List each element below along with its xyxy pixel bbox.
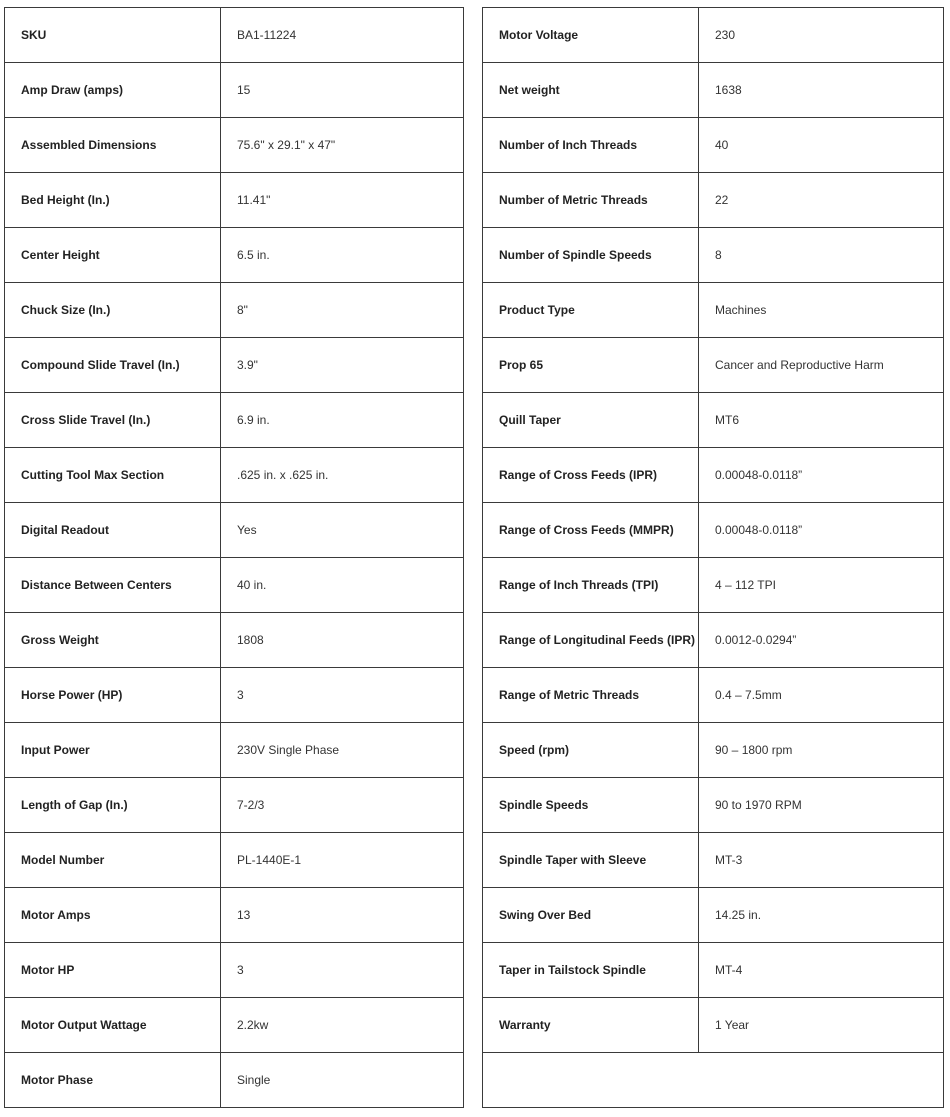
spec-label: Spindle Speeds [483, 778, 699, 833]
spec-label: Assembled Dimensions [5, 118, 221, 173]
spec-value: Cancer and Reproductive Harm [699, 338, 944, 393]
spec-value: 6.5 in. [221, 228, 464, 283]
table-row [5, 228, 464, 283]
spec-value: 90 – 1800 rpm [699, 723, 944, 778]
spec-value: Single [221, 1053, 464, 1108]
spec-label: Quill Taper [483, 393, 699, 448]
spec-value: Machines [699, 283, 944, 338]
spec-label: Center Height [5, 228, 221, 283]
spec-value: 14.25 in. [699, 888, 944, 943]
spec-value: 40 [699, 118, 944, 173]
spec-label: Range of Cross Feeds (MMPR) [483, 503, 699, 558]
table-row [483, 173, 944, 228]
table-row [5, 173, 464, 228]
table-row [5, 338, 464, 393]
table-row [483, 228, 944, 283]
spec-label: Motor Voltage [483, 8, 699, 63]
spec-value: 1638 [699, 63, 944, 118]
spec-value: 6.9 in. [221, 393, 464, 448]
spec-label: SKU [5, 8, 221, 63]
spec-value: PL-1440E-1 [221, 833, 464, 888]
table-row [483, 833, 944, 888]
spec-value: MT6 [699, 393, 944, 448]
table-row [5, 668, 464, 723]
spec-label: Warranty [483, 998, 699, 1053]
spec-label: Swing Over Bed [483, 888, 699, 943]
table-row-empty [483, 1053, 944, 1108]
spec-value: 4 – 112 TPI [699, 558, 944, 613]
spec-value: 3 [221, 668, 464, 723]
spec-label: Horse Power (HP) [5, 668, 221, 723]
spec-label: Number of Metric Threads [483, 173, 699, 228]
spec-label: Range of Metric Threads [483, 668, 699, 723]
spec-table-left-body [5, 8, 464, 1108]
spec-value: 11.41" [221, 173, 464, 228]
spec-value: 8" [221, 283, 464, 338]
table-row [483, 723, 944, 778]
table-row [5, 888, 464, 943]
spec-label: Number of Inch Threads [483, 118, 699, 173]
table-row [483, 448, 944, 503]
spec-label: Motor HP [5, 943, 221, 998]
spec-value: 13 [221, 888, 464, 943]
spec-value: 40 in. [221, 558, 464, 613]
table-row [483, 998, 944, 1053]
spec-label: Amp Draw (amps) [5, 63, 221, 118]
spec-label: Chuck Size (In.) [5, 283, 221, 338]
spec-label: Bed Height (In.) [5, 173, 221, 228]
table-row [5, 63, 464, 118]
spec-value: 230V Single Phase [221, 723, 464, 778]
spec-label: Product Type [483, 283, 699, 338]
spec-table-right [482, 7, 944, 1108]
table-row [483, 118, 944, 173]
spec-label: Length of Gap (In.) [5, 778, 221, 833]
table-row [5, 998, 464, 1053]
table-row [483, 393, 944, 448]
spec-value: 0.00048-0.0118” [699, 503, 944, 558]
spec-value: BA1-11224 [221, 8, 464, 63]
spec-label: Range of Longitudinal Feeds (IPR) [483, 613, 699, 668]
table-row [5, 943, 464, 998]
table-row [483, 778, 944, 833]
spec-value: 0.00048-0.0118” [699, 448, 944, 503]
table-row [483, 283, 944, 338]
table-row [483, 668, 944, 723]
spec-label: Distance Between Centers [5, 558, 221, 613]
table-row [5, 393, 464, 448]
spec-label: Range of Inch Threads (TPI) [483, 558, 699, 613]
spec-label: Range of Cross Feeds (IPR) [483, 448, 699, 503]
spec-table-left [4, 7, 464, 1108]
table-row [5, 833, 464, 888]
spec-label: Cross Slide Travel (In.) [5, 393, 221, 448]
table-row [5, 723, 464, 778]
table-row [483, 943, 944, 998]
spec-value: 2.2kw [221, 998, 464, 1053]
table-row [5, 613, 464, 668]
spec-value: 75.6" x 29.1" x 47" [221, 118, 464, 173]
spec-value: 1808 [221, 613, 464, 668]
spec-label: Taper in Tailstock Spindle [483, 943, 699, 998]
table-row [5, 778, 464, 833]
table-row [5, 8, 464, 63]
spec-value: 90 to 1970 RPM [699, 778, 944, 833]
spec-label: Net weight [483, 63, 699, 118]
table-row [483, 613, 944, 668]
table-row [483, 338, 944, 393]
spec-value: 3.9" [221, 338, 464, 393]
table-row [5, 558, 464, 613]
spec-value: .625 in. x .625 in. [221, 448, 464, 503]
spec-value: 8 [699, 228, 944, 283]
spec-value: 15 [221, 63, 464, 118]
spec-value: Yes [221, 503, 464, 558]
spec-label: Model Number [5, 833, 221, 888]
spec-value: 7-2/3 [221, 778, 464, 833]
spec-label: Compound Slide Travel (In.) [5, 338, 221, 393]
spec-label: Input Power [5, 723, 221, 778]
empty-cell [483, 1053, 944, 1108]
spec-value: 3 [221, 943, 464, 998]
table-row [483, 63, 944, 118]
spec-label: Number of Spindle Speeds [483, 228, 699, 283]
spec-label: Gross Weight [5, 613, 221, 668]
spec-table-right-body [483, 8, 944, 1108]
table-row [5, 118, 464, 173]
spec-label: Spindle Taper with Sleeve [483, 833, 699, 888]
spec-value: 1 Year [699, 998, 944, 1053]
table-row [5, 448, 464, 503]
table-row [483, 558, 944, 613]
table-row [5, 1053, 464, 1108]
spec-label: Motor Amps [5, 888, 221, 943]
spec-label: Prop 65 [483, 338, 699, 393]
table-row [5, 283, 464, 338]
spec-value: MT-4 [699, 943, 944, 998]
spec-label: Motor Phase [5, 1053, 221, 1108]
spec-value: MT-3 [699, 833, 944, 888]
table-row [483, 503, 944, 558]
spec-label: Digital Readout [5, 503, 221, 558]
table-row [483, 8, 944, 63]
spec-value: 22 [699, 173, 944, 228]
table-row [5, 503, 464, 558]
spec-label: Speed (rpm) [483, 723, 699, 778]
spec-label: Cutting Tool Max Section [5, 448, 221, 503]
spec-label: Motor Output Wattage [5, 998, 221, 1053]
spec-value: 0.4 – 7.5mm [699, 668, 944, 723]
spec-value: 0.0012-0.0294” [699, 613, 944, 668]
spec-value: 230 [699, 8, 944, 63]
table-row [483, 888, 944, 943]
